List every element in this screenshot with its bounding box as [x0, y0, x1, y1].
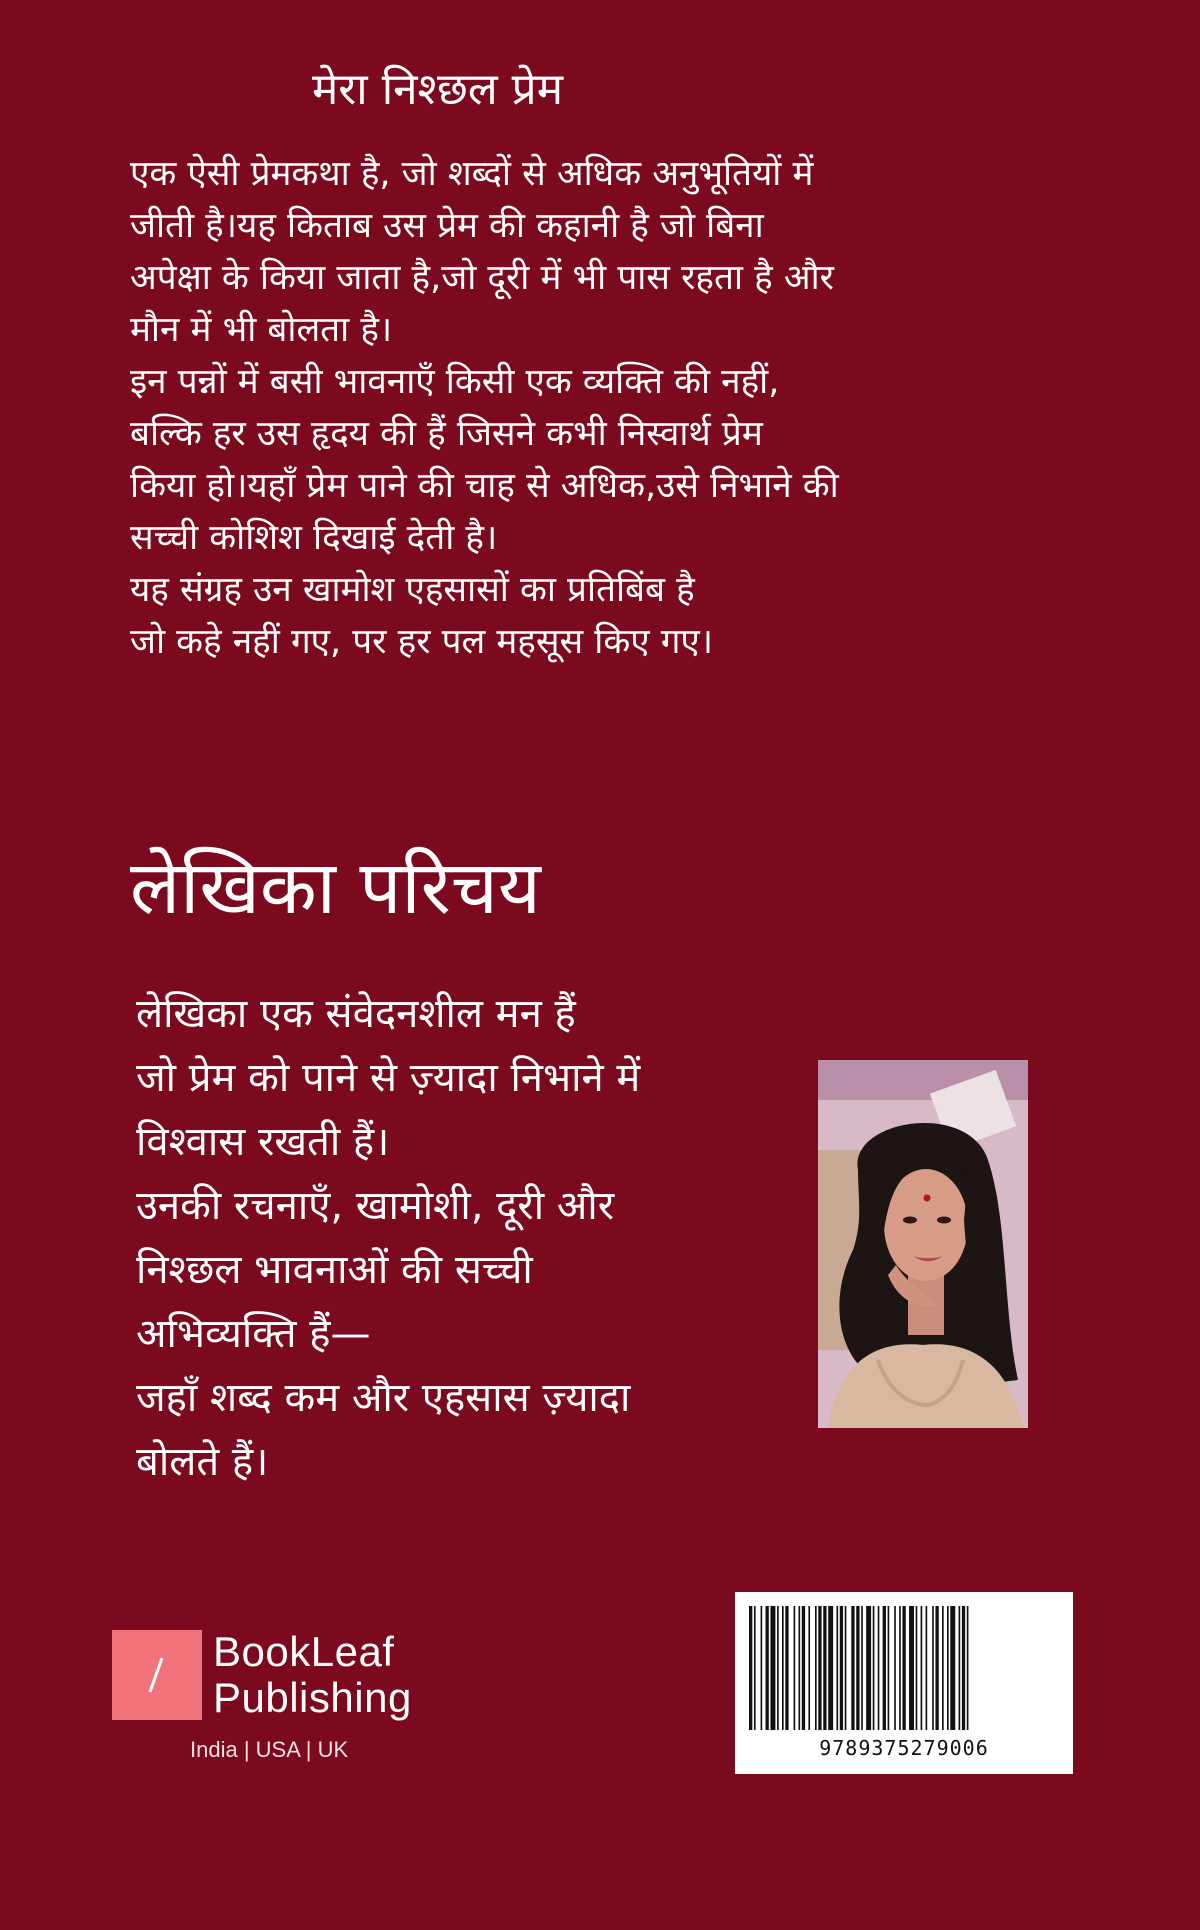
book-blurb [130, 148, 990, 668]
barcode-bar [785, 1606, 788, 1730]
bio-line: जो प्रेम को पाने से ज़्यादा निभाने में [136, 1055, 641, 1101]
barcode-bar [878, 1606, 880, 1730]
barcode-bar [959, 1606, 961, 1730]
bio-line: उनकी रचनाएँ, खामोशी, दूरी और [136, 1183, 615, 1229]
book-title: मेरा निश्छल प्रेम [312, 64, 564, 115]
blurb-line: मौन में भी बोलता है। [130, 310, 393, 350]
publisher-logo [110, 1628, 470, 1768]
barcode-bar [926, 1606, 928, 1730]
bio-line: जहाँ शब्द कम और एहसास ज़्यादा [136, 1375, 631, 1421]
blurb-line: अपेक्षा के किया जाता है,जो दूरी में भी पास रहता है और [130, 258, 834, 298]
author-portrait-illustration [818, 1060, 1028, 1428]
barcode-bar [818, 1606, 821, 1730]
blurb-line: जो कहे नहीं गए, पर हर पल महसूस किए गए। [130, 622, 714, 662]
bio-line: बोलते हैं। [136, 1439, 269, 1485]
barcode-bar [962, 1606, 965, 1730]
publisher-mark-icon [112, 1630, 202, 1720]
barcode-bar [749, 1606, 752, 1730]
blurb-line: सच्ची कोशिश दिखाई देती है। [130, 518, 498, 558]
blurb-line: यह संग्रह उन खामोश एहसासों का प्रतिबिंब है [130, 570, 695, 610]
bio-line: लेखिका एक संवेदनशील मन हैं [136, 991, 576, 1037]
barcode-bar [794, 1606, 796, 1730]
barcode-bar [823, 1606, 826, 1730]
barcode-bar [799, 1606, 801, 1730]
blurb-line: किया हो।यहाँ प्रेम पाने की चाह से अधिक,उसे निभाने की [130, 466, 839, 506]
barcode-bar [761, 1606, 763, 1730]
slash-icon [112, 1630, 202, 1720]
barcode-bar [899, 1606, 901, 1730]
author-bio [136, 982, 796, 1494]
barcode-bar [754, 1606, 756, 1730]
blurb-line: जीती है।यह किताब उस प्रेम की कहानी है जो बिना [130, 206, 764, 246]
barcode-bar [888, 1606, 890, 1730]
bio-line: निश्छल भावनाओं की सच्ची [136, 1247, 533, 1293]
barcode-bar [947, 1606, 949, 1730]
publisher-name-line1: BookLeaf [213, 1628, 395, 1675]
about-author-heading: लेखिका परिचय [130, 845, 541, 931]
barcode-bar [815, 1606, 817, 1730]
barcode-bar [845, 1606, 847, 1730]
blurb-line: एक ऐसी प्रेमकथा है, जो शब्दों से अधिक अनुभूतियों में [130, 154, 814, 194]
barcode-bar [916, 1606, 918, 1730]
bio-line: विश्वास रखती हैं। [136, 1119, 390, 1165]
barcode-bar [894, 1606, 896, 1730]
barcode-bar [836, 1606, 838, 1730]
bio-line: अभिव्यक्ति हैं— [136, 1311, 371, 1357]
barcode-bar [932, 1606, 934, 1730]
barcode-bar [909, 1606, 914, 1730]
isbn-barcode [735, 1592, 1073, 1774]
barcode-bar [861, 1606, 863, 1730]
barcode-bar [766, 1606, 769, 1730]
blurb-line: इन पन्नों में बसी भावनाएँ किसी एक व्यक्ति की नहीं, [130, 362, 780, 402]
isbn-number: 9789375279006 [819, 1736, 989, 1760]
barcode-bar [851, 1606, 854, 1730]
barcode-bar [935, 1606, 938, 1730]
blurb-line: बल्कि हर उस हृदय की हैं जिसने कभी निस्वार्थ प्रेम [130, 414, 763, 454]
barcode-bar [782, 1606, 784, 1730]
publisher-name-line2: Publishing [213, 1674, 412, 1721]
barcode-bar [856, 1606, 859, 1730]
barcode-bar [866, 1606, 871, 1730]
barcode-bar [770, 1606, 775, 1730]
author-photo [818, 1060, 1028, 1428]
barcode-bar [808, 1606, 810, 1730]
publisher-regions: India | USA | UK [190, 1737, 349, 1762]
barcode-bar [967, 1606, 969, 1730]
barcode-bar [828, 1606, 833, 1730]
barcode-bar [777, 1606, 779, 1730]
barcode-bar [840, 1606, 843, 1730]
barcode-bar [921, 1606, 923, 1730]
barcode-bar [883, 1606, 886, 1730]
barcode-bar [942, 1606, 944, 1730]
barcode-bar [902, 1606, 905, 1730]
barcode-bar [873, 1606, 875, 1730]
barcode-bar [950, 1606, 955, 1730]
barcode-bar [802, 1606, 805, 1730]
